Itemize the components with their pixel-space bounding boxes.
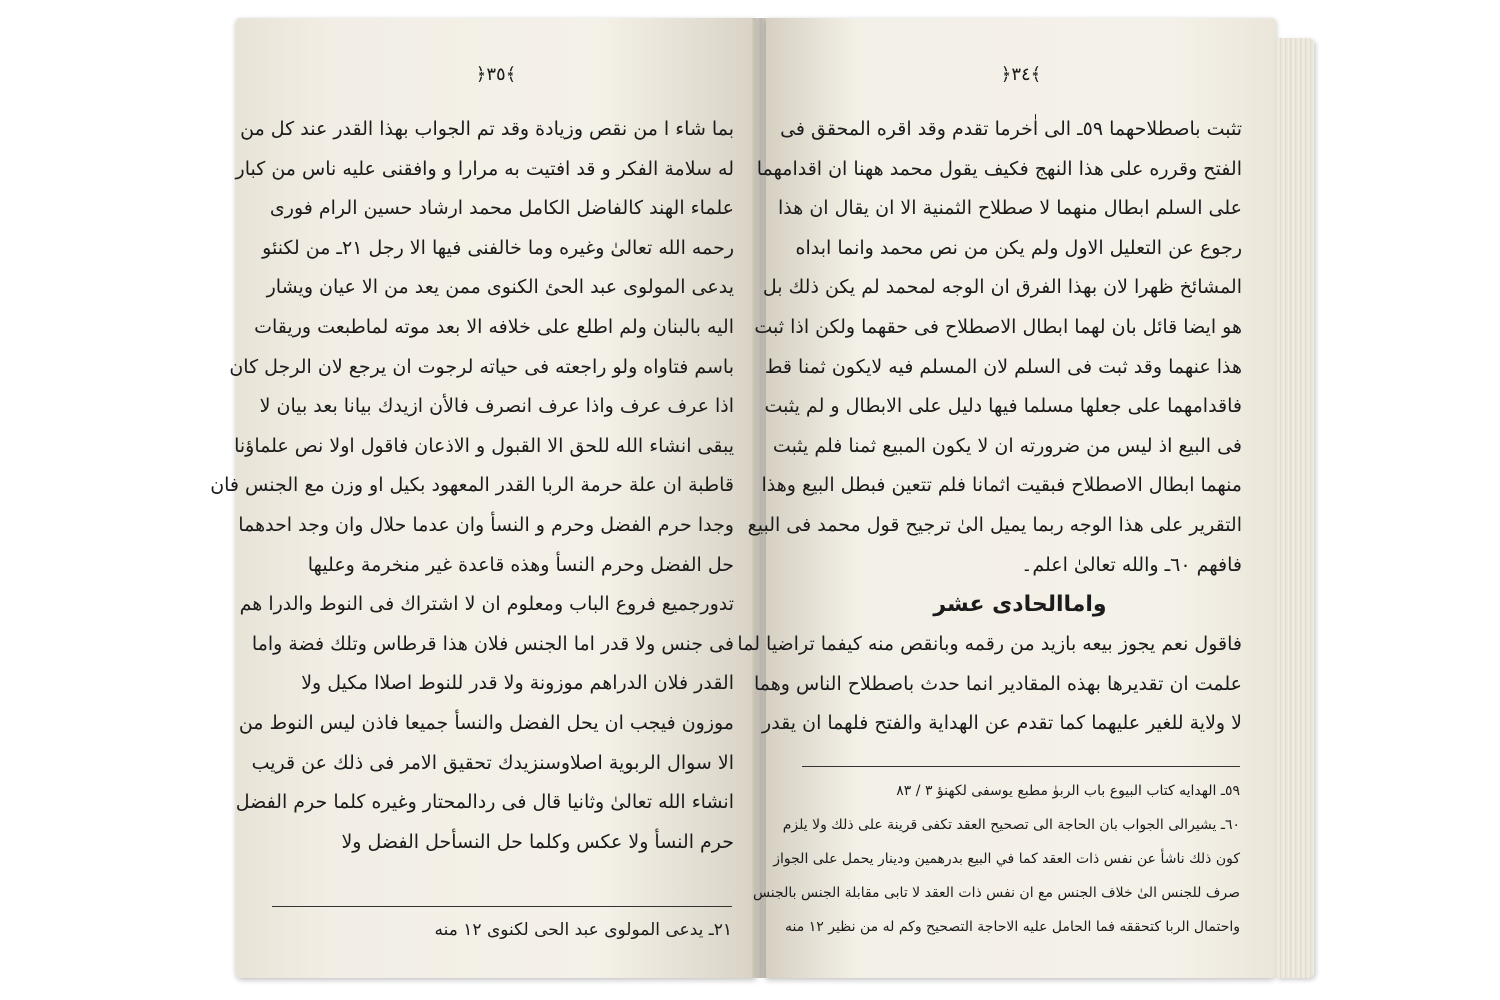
text-line: الا سوال الربوية اصلاوسنزيدك تحقيق الامر فى ذلك عن قريب — [251, 751, 734, 774]
text-line: فاقدامهما على جعلها مسلما فيها دليل على الابطال و لم يثبت — [764, 395, 1242, 418]
text-line: رحمه الله تعالىٰ وغيره وما خالفنى فيها الا رجل ٢١ـ من لكنئو — [262, 236, 734, 259]
text-line: الفتح وقرره على هذا النهج فكيف يقول محمد ههنا ان اقدامهما — [756, 157, 1242, 180]
right-page — [737, 18, 1276, 978]
text-line: له سلامة الفكر و قد افتيت به مرارا و وافقنى عليه ناس من كبار — [235, 157, 734, 180]
text-line: اليه بالبنان ولم اطلع على خلافه الا بعد موته لماطبعت وريقات — [254, 315, 734, 338]
text-line: فى البيع اذ ليس من ضرورته ان لا يكون المبيع ثمنا فلم يثبت — [772, 434, 1242, 457]
left-page — [210, 18, 756, 978]
left-page-number: ﴿٣٥﴾ — [475, 64, 517, 85]
section-heading: واماالحادى عشر — [933, 592, 1107, 618]
text-line: فافهم ٦٠ـ والله تعالىٰ اعلم۔ — [1021, 553, 1242, 576]
text-line: لا ولاية للغير عليهما كما تقدم عن الهداية والفتح فلهما ان يقدر — [762, 712, 1242, 735]
footnote-line: صرف للجنس الىٰ خلاف الجنس مع ان نفس ذات العقد لا تابى مقابلة الجنس بالجنس — [752, 885, 1240, 901]
footnote-divider — [802, 766, 1240, 767]
text-line: حل الفضل وحرم النسأ وهذه قاعدة غير منخرمة وعليها — [307, 553, 734, 576]
text-line: هذا عنهما وقد ثبت فى السلم لان المسلم فيه لايكون ثمنا قط — [764, 355, 1242, 378]
text-line: تثبت باصطلاحهما ٥٩ـ الى اٰخرما تقدم وقد اقره المحقق فى — [780, 118, 1242, 140]
text-line: التقرير على هذا الوجه ربما يميل الىٰ ترجيح قول محمد فى البيع — [747, 513, 1242, 536]
text-line: حرم النسأ ولا عكس وكلما حل النسأحل الفضل ولا — [341, 830, 734, 853]
footnote-line: كون ذلك ناشأ عن نفس ذات العقد كما في البيع بدرهمين ودينار يحمل على الجواز — [773, 851, 1240, 867]
footnote-line: ٢١ـ يدعى المولوى عبد الحى لكنوى ١٢ منه — [434, 920, 732, 940]
text-line: موزون فيجب ان يحل الفضل والنسأ جميعا فاذن ليس النوط من — [238, 711, 734, 734]
text-line: باسم فتاواه ولو راجعته فى حياته لرجوت ان يرجع لان الرجل كان — [229, 355, 734, 378]
text-line: القدر فلان الدراهم موزونة ولا قدر للنوط اصلاا مكيل ولا — [301, 672, 734, 695]
text-line: اذا عرف عرف واذا عرف انصرف فالأن ازيدك بيانا بعد بيان لا — [259, 395, 734, 418]
text-line: وجدا حرم الفضل وحرم و النسأ وان عدما حلال وان وجد احدهما — [238, 513, 734, 536]
text-line: انشاء الله تعالىٰ وثانيا قال فى ردالمحتار وغيره كلما حرم الفضل — [235, 791, 734, 814]
left-page-footnotes — [274, 914, 732, 946]
text-line: منهما ابطال الاصطلاح فبقيت اثمانا فلم تتعين فبطل البيع وهذا — [761, 474, 1242, 497]
text-line: رجوع عن التعليل الاول ولم يكن من نص محمد وانما ابداه — [795, 236, 1242, 259]
text-line: يدعى المولوى عبد الحئ الكنوى ممن يعد من الا عيان ويشار — [266, 276, 734, 299]
right-page-body — [737, 110, 1242, 744]
right-page-footnotes — [752, 774, 1240, 944]
text-line: المشائخ ظهرا لان بهذا الفرق ان الوجه لمحمد لم يكن ذلك بل — [762, 276, 1242, 299]
text-line: قاطبة ان علة حرمة الربا القدر المعهود بكيل او وزن مع الجنس فان — [210, 474, 734, 497]
text-line: يبقى انشاء الله للحق الا القبول و الاذعان فاقول اولا نص علماؤنا — [234, 434, 734, 457]
footnote-line: ٥٩ـ الهدايه كتاب البيوع باب الربوٰ مطبع يوسفى لكهنؤ ٣ / ٨٣ — [896, 783, 1240, 799]
footnote-line: واحتمال الربا كتحققه فما الحامل عليه الاحاجة التصحيح وكم له من نظير ١٢ منه — [785, 919, 1240, 935]
text-line: تدورجميع فروع الباب ومعلوم ان لا اشتراك فى النوط والدرا هم — [239, 593, 734, 616]
text-line: علماء الهند كالفاضل الكامل محمد ارشاد حسين الرام فورى — [269, 197, 734, 220]
footnote-divider — [272, 906, 732, 907]
text-line: هو ايضا قائل بان لهما ابطال الاصطلاح فى حقهما ولكن اذا ثبت — [754, 315, 1242, 338]
open-book — [210, 18, 1316, 980]
text-line: فاقول نعم يجوز بيعه بازيد من رقمه وبانقص منه كيفما تراضيا لما — [737, 633, 1242, 656]
text-line: بما شاء ا من نقص وزيادة وقد تم الجواب بهذا القدر عند كل من — [240, 118, 734, 140]
left-page-body — [210, 110, 734, 862]
text-line: فى جنس ولا قدر اما الجنس فلان هذا قرطاس وتلك فضة واما — [251, 632, 734, 655]
footnote-line: ٦٠ـ يشيرالى الجواب بان الحاجة الى تصحيح العقد تكفى قرينة على ذلك ولا يلزم — [782, 817, 1240, 833]
text-line: علمت ان تقديرها بهذه المقادير انما حدث باصطلاح الناس وهما — [753, 672, 1242, 695]
page-edges — [1276, 38, 1314, 978]
text-line: على السلم ابطال منهما لا صطلاح الثمنية الا ان يقال ان هذا — [778, 197, 1242, 220]
right-page-number: ﴿٣٤﴾ — [1000, 64, 1042, 85]
